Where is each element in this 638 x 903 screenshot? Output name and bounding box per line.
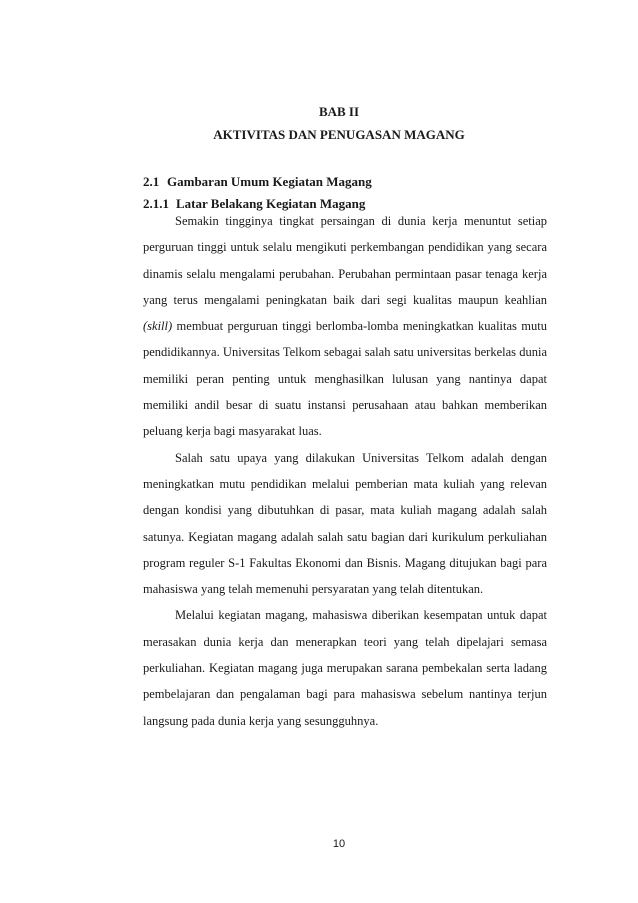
section-heading bbox=[143, 174, 372, 190]
chapter-title: AKTIVITAS DAN PENUGASAN MAGANG bbox=[213, 127, 465, 142]
skill-term: (skill) bbox=[143, 319, 173, 334]
section-number: 2.1 bbox=[143, 174, 160, 189]
subsection-title: Latar Belakang Kegiatan Magang bbox=[176, 196, 366, 211]
paragraph-1-part-1: Semakin tingginya tingkat persaingan di dunia kerja menuntut setiap perguruan tinggi untuk selalu mengikuti perkembangan pendidikan yang secara dinamis selalu mengalami perubahan. Perubahan permintaan pasar tenaga kerja yang terus mengalami peningkatan baik dari segi kualitas maupun keahlian bbox=[143, 214, 547, 307]
body-text bbox=[143, 208, 547, 734]
section-title: Gambaran Umum Kegiatan Magang bbox=[167, 174, 372, 189]
paragraph-1-part-2: membuat perguruan tinggi berlomba-lomba meningkatkan kualitas mutu pendidikannya. Universitas Telkom sebagai salah satu universitas berkelas dunia memiliki peran penting untuk menghasilkan lulusan yang nantinya dapat memiliki andil besar di suatu instansi perusahaan atau bahkan memberikan peluang kerja bagi masyarakat luas. bbox=[143, 319, 547, 439]
paragraph-3: Melalui kegiatan magang, mahasiswa diberikan kesempatan untuk dapat merasakan dunia kerja dan menerapkan teori yang telah dipelajari semasa perkuliahan. Kegiatan magang juga merupakan sarana pembekalan serta ladang pembelajaran dan pengalaman bagi para mahasiswa sebelum nantinya terjun langsung pada dunia kerja yang sesungguhnya. bbox=[143, 608, 547, 728]
subsection-number: 2.1.1 bbox=[143, 196, 169, 211]
page-number: 10 bbox=[332, 838, 346, 850]
paragraph-2: Salah satu upaya yang dilakukan Universitas Telkom adalah dengan meningkatkan mutu pendidikan melalui pemberian mata kuliah yang relevan dengan kondisi yang dibutuhkan di pasar, mata kuliah magang adalah salah satunya. Kegiatan magang adalah salah satu bagian dari kurikulum perkuliahan program reguler S-1 Fakultas Ekonomi dan Bisnis. Magang ditujukan bagi para mahasiswa yang telah memenuhi persyaratan yang telah ditentukan. bbox=[143, 450, 547, 597]
chapter-label: BAB II bbox=[318, 104, 360, 119]
paragraph-1 bbox=[143, 208, 547, 445]
